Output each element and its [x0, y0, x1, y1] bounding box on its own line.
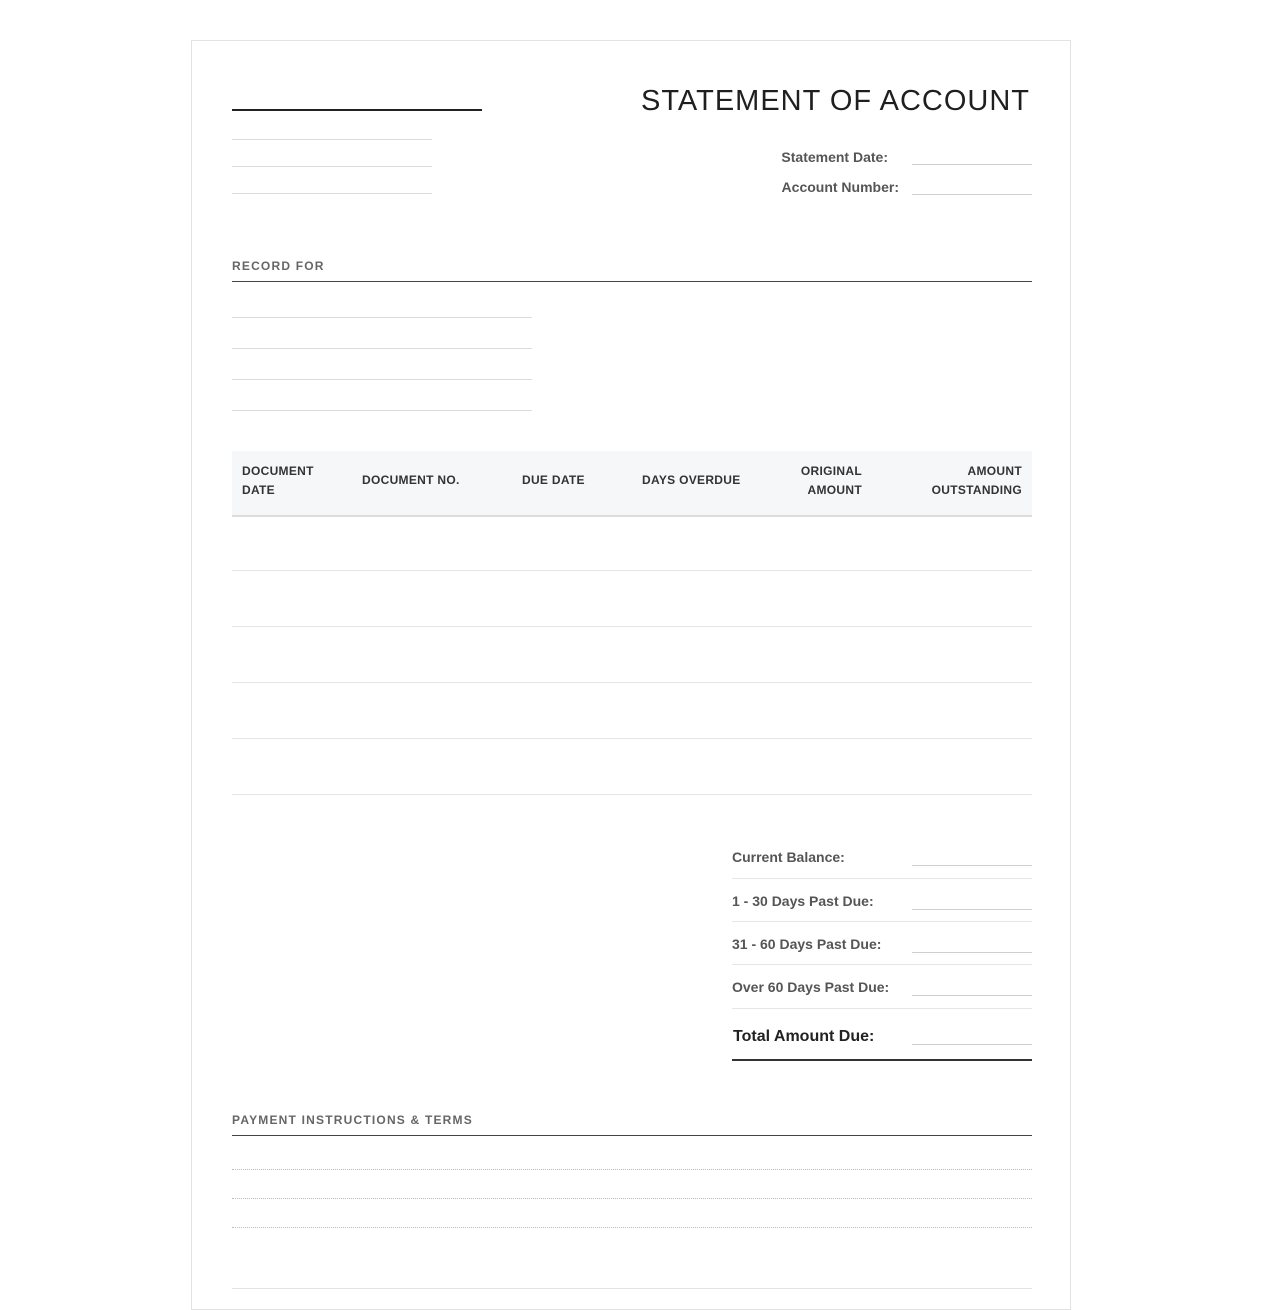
payment-line-3: [232, 1227, 1032, 1228]
summary-separator: [732, 878, 1032, 879]
company-address-line-3: [232, 193, 432, 194]
total-rule: [732, 1059, 1032, 1061]
company-name-line: [232, 109, 482, 111]
current-balance-field[interactable]: [912, 865, 1032, 866]
past-due-31-60-label: 31 - 60 Days Past Due:: [732, 936, 882, 952]
col-due-date: DUE DATE: [522, 473, 585, 487]
table-row: [232, 515, 1032, 571]
account-number-label: Account Number:: [781, 179, 899, 195]
document-title: STATEMENT OF ACCOUNT: [641, 85, 1030, 117]
payment-instructions-rule: [232, 1135, 1032, 1136]
payment-line-2: [232, 1198, 1032, 1199]
payment-instructions-title: PAYMENT INSTRUCTIONS & TERMS: [232, 1113, 473, 1127]
record-for-line-2: [232, 348, 532, 349]
record-for-rule: [232, 281, 1032, 282]
table-row: [232, 739, 1032, 795]
company-address-line-1: [232, 139, 432, 140]
table-row: [232, 571, 1032, 627]
total-amount-due-field[interactable]: [912, 1044, 1032, 1045]
past-due-31-60-field[interactable]: [912, 952, 1032, 953]
col-document-no: DOCUMENT NO.: [362, 473, 460, 487]
payment-line-4: [232, 1288, 1032, 1289]
past-due-over-60-label: Over 60 Days Past Due:: [732, 979, 890, 995]
company-address-line-2: [232, 166, 432, 167]
total-amount-due-label: Total Amount Due:: [733, 1028, 875, 1045]
statement-document: [191, 40, 1071, 1310]
col-original-amount: ORIGINAL AMOUNT: [800, 464, 862, 497]
summary-separator: [732, 964, 1032, 965]
past-due-1-30-label: 1 - 30 Days Past Due:: [732, 893, 874, 909]
table-row: [232, 683, 1032, 739]
summary-separator: [732, 921, 1032, 922]
statement-date-field[interactable]: [912, 164, 1032, 165]
past-due-over-60-field[interactable]: [912, 995, 1032, 996]
record-for-line-3: [232, 379, 532, 380]
col-document-date: DOCUMENT DATE: [242, 464, 314, 497]
table-row: [232, 627, 1032, 683]
record-for-line-1: [232, 317, 532, 318]
record-for-line-4: [232, 410, 532, 411]
past-due-1-30-field[interactable]: [912, 909, 1032, 910]
col-amount-outstanding: AMOUNT OUTSTANDING: [931, 464, 1022, 497]
statement-table-header: [232, 451, 1032, 517]
statement-date-label: Statement Date:: [781, 149, 888, 165]
col-days-overdue: DAYS OVERDUE: [642, 473, 741, 487]
record-for-title: RECORD FOR: [232, 259, 325, 273]
payment-line-1: [232, 1169, 1032, 1170]
summary-separator: [732, 1008, 1032, 1009]
current-balance-label: Current Balance:: [732, 849, 845, 865]
account-number-field[interactable]: [912, 194, 1032, 195]
